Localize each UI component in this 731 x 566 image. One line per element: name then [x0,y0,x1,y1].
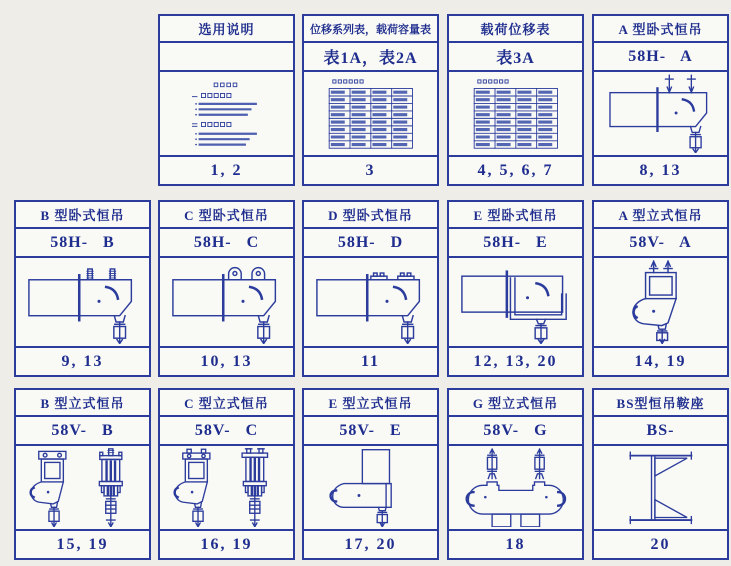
panel-model: 58H- A [594,43,727,72]
text-page-preview-drawing [160,72,293,155]
panel-model: 58H- D [304,229,437,258]
panel-model: 58V- E [304,417,437,446]
panel-model: 58V- A [594,229,727,258]
panel-pages: 15, 19 [16,529,149,558]
vertical-hanger-b-drawing [16,446,149,529]
panel-title: A 型立式恒吊 [594,202,727,229]
vertical-hanger-g-drawing [449,446,582,529]
panel-selection-notes [158,14,295,186]
panel-title: A 型卧式恒吊 [594,16,727,43]
panel-title: B 型立式恒吊 [16,390,149,417]
vertical-hanger-e-drawing [304,446,437,529]
panel-pages: 14, 19 [594,346,727,375]
panel-title: D 型卧式恒吊 [304,202,437,229]
horizontal-hanger-d-drawing [304,258,437,346]
panel-model: 58V- G [449,417,582,446]
panel-pages: 3 [304,155,437,184]
panel-model [160,43,293,72]
panel-pages: 4, 5, 6, 7 [449,155,582,184]
panel-pages: 11 [304,346,437,375]
panel-pages: 20 [594,529,727,558]
panel-title: E 型卧式恒吊 [449,202,582,229]
panel-model: 表1A，表2A [304,43,437,72]
panel-pages: 18 [449,529,582,558]
panel-bs-saddle [592,388,729,560]
horizontal-hanger-e-drawing [449,258,582,346]
panel-58v-b [14,388,151,560]
vertical-hanger-c-drawing [160,446,293,529]
panel-pages: 10, 13 [160,346,293,375]
panel-58v-a [592,200,729,377]
panel-title: C 型卧式恒吊 [160,202,293,229]
panel-title: G 型立式恒吊 [449,390,582,417]
panel-model: 58V- C [160,417,293,446]
panel-title: E 型立式恒吊 [304,390,437,417]
vertical-hanger-a-drawing [594,258,727,346]
panel-model: 58H- B [16,229,149,258]
panel-58v-g [447,388,584,560]
panel-58v-c [158,388,295,560]
panel-model: 58H- E [449,229,582,258]
horizontal-hanger-b-drawing [16,258,149,346]
horizontal-hanger-c-drawing [160,258,293,346]
panel-pages: 9, 13 [16,346,149,375]
panel-title: 选用说明 [160,16,293,43]
panel-displacement-series-table [302,14,439,186]
panel-model: BS- [594,417,727,446]
panel-58h-c [158,200,295,377]
mini-table-preview-drawing [449,72,582,155]
panel-58h-a [592,14,729,186]
horizontal-hanger-a-drawing [594,72,727,155]
panel-title: C 型立式恒吊 [160,390,293,417]
panel-58h-b [14,200,151,377]
panel-pages: 17, 20 [304,529,437,558]
mini-table-preview-drawing [304,72,437,155]
panel-pages: 16, 19 [160,529,293,558]
panel-title: 载荷位移表 [449,16,582,43]
saddle-bs-drawing [594,446,727,529]
panel-load-displacement-table [447,14,584,186]
panel-model: 58H- C [160,229,293,258]
panel-title: 位移系列表，载荷容量表 [304,16,437,43]
panel-pages: 8, 13 [594,155,727,184]
panel-58v-e [302,388,439,560]
panel-pages: 1, 2 [160,155,293,184]
panel-title: B 型卧式恒吊 [16,202,149,229]
panel-pages: 12, 13, 20 [449,346,582,375]
panel-58h-e [447,200,584,377]
panel-58h-d [302,200,439,377]
panel-model: 58V- B [16,417,149,446]
panel-title: BS型恒吊鞍座 [594,390,727,417]
panel-model: 表3A [449,43,582,72]
